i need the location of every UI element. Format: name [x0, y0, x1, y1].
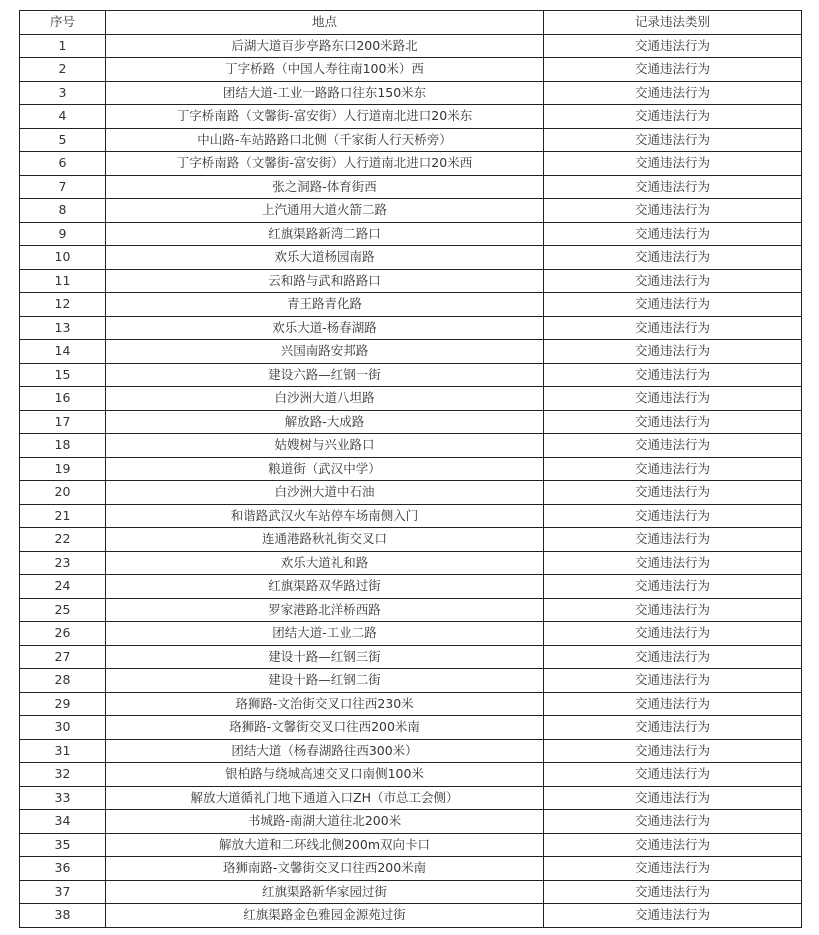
serial-number-cell: 30 — [20, 716, 106, 740]
location-cell: 云和路与武和路路口 — [106, 269, 544, 293]
violation-category-cell: 交通违法行为 — [544, 551, 802, 575]
location-cell: 红旗渠路新湾二路口 — [106, 222, 544, 246]
table-row — [20, 763, 802, 787]
table-row — [20, 316, 802, 340]
location-cell: 粮道街（武汉中学） — [106, 457, 544, 481]
serial-number-cell: 13 — [20, 316, 106, 340]
location-cell: 建设十路—红钢二街 — [106, 669, 544, 693]
serial-number-cell: 22 — [20, 528, 106, 552]
serial-number-cell: 19 — [20, 457, 106, 481]
table-body — [20, 34, 802, 927]
violation-category-cell: 交通违法行为 — [544, 692, 802, 716]
violation-category-cell: 交通违法行为 — [544, 81, 802, 105]
table-row — [20, 880, 802, 904]
violation-category-cell: 交通违法行为 — [544, 434, 802, 458]
serial-number-cell: 6 — [20, 152, 106, 176]
location-cell: 团结大道-工业二路 — [106, 622, 544, 646]
violation-category-cell: 交通违法行为 — [544, 175, 802, 199]
violation-category-cell: 交通违法行为 — [544, 622, 802, 646]
violation-category-cell: 交通违法行为 — [544, 504, 802, 528]
table-row — [20, 293, 802, 317]
violation-category-cell: 交通违法行为 — [544, 669, 802, 693]
table-row — [20, 716, 802, 740]
location-cell: 上汽通用大道火箭二路 — [106, 199, 544, 223]
serial-number-cell: 18 — [20, 434, 106, 458]
header-violation-category: 记录违法类别 — [544, 11, 802, 35]
table-row — [20, 833, 802, 857]
table-row — [20, 81, 802, 105]
serial-number-cell: 34 — [20, 810, 106, 834]
location-cell: 后湖大道百步亭路东口200米路北 — [106, 34, 544, 58]
violation-category-cell: 交通违法行为 — [544, 363, 802, 387]
serial-number-cell: 4 — [20, 105, 106, 129]
table-row — [20, 246, 802, 270]
serial-number-cell: 9 — [20, 222, 106, 246]
serial-number-cell: 27 — [20, 645, 106, 669]
violation-category-cell: 交通违法行为 — [544, 293, 802, 317]
violation-category-cell: 交通违法行为 — [544, 316, 802, 340]
location-cell: 珞狮南路-文馨街交叉口往西200米南 — [106, 857, 544, 881]
violation-category-cell: 交通违法行为 — [544, 575, 802, 599]
location-cell: 兴国南路安邦路 — [106, 340, 544, 364]
violation-category-cell: 交通违法行为 — [544, 457, 802, 481]
location-cell: 欢乐大道-杨春湖路 — [106, 316, 544, 340]
table-row — [20, 786, 802, 810]
location-cell: 解放路-大成路 — [106, 410, 544, 434]
location-cell: 白沙洲大道八坦路 — [106, 387, 544, 411]
violation-category-cell: 交通违法行为 — [544, 786, 802, 810]
table-row — [20, 904, 802, 928]
table-row — [20, 105, 802, 129]
location-cell: 建设六路—红钢一街 — [106, 363, 544, 387]
table-row — [20, 387, 802, 411]
violation-category-cell: 交通违法行为 — [544, 598, 802, 622]
violation-category-cell: 交通违法行为 — [544, 340, 802, 364]
serial-number-cell: 28 — [20, 669, 106, 693]
serial-number-cell: 5 — [20, 128, 106, 152]
violation-category-cell: 交通违法行为 — [544, 105, 802, 129]
table-row — [20, 504, 802, 528]
serial-number-cell: 8 — [20, 199, 106, 223]
table-row — [20, 481, 802, 505]
violation-category-cell: 交通违法行为 — [544, 246, 802, 270]
table-row — [20, 34, 802, 58]
table-row — [20, 199, 802, 223]
violation-category-cell: 交通违法行为 — [544, 222, 802, 246]
serial-number-cell: 26 — [20, 622, 106, 646]
table-row — [20, 363, 802, 387]
serial-number-cell: 16 — [20, 387, 106, 411]
violation-category-cell: 交通违法行为 — [544, 58, 802, 82]
location-cell: 解放大道循礼门地下通道入口ZH（市总工会侧） — [106, 786, 544, 810]
violation-category-cell: 交通违法行为 — [544, 34, 802, 58]
violation-category-cell: 交通违法行为 — [544, 645, 802, 669]
table-row — [20, 739, 802, 763]
table-row — [20, 434, 802, 458]
violation-category-cell: 交通违法行为 — [544, 763, 802, 787]
table-row — [20, 810, 802, 834]
header-row — [20, 11, 802, 35]
violation-category-cell: 交通违法行为 — [544, 904, 802, 928]
violation-category-cell: 交通违法行为 — [544, 716, 802, 740]
serial-number-cell: 17 — [20, 410, 106, 434]
violation-category-cell: 交通违法行为 — [544, 387, 802, 411]
serial-number-cell: 23 — [20, 551, 106, 575]
serial-number-cell: 2 — [20, 58, 106, 82]
serial-number-cell: 15 — [20, 363, 106, 387]
table-row — [20, 410, 802, 434]
location-cell: 白沙洲大道中石油 — [106, 481, 544, 505]
serial-number-cell: 38 — [20, 904, 106, 928]
table-row — [20, 128, 802, 152]
serial-number-cell: 35 — [20, 833, 106, 857]
location-cell: 丁字桥路（中国人寿往南100米）西 — [106, 58, 544, 82]
serial-number-cell: 7 — [20, 175, 106, 199]
location-cell: 丁字桥南路（文馨街-富安街）人行道南北进口20米东 — [106, 105, 544, 129]
location-cell: 张之洞路-体育街西 — [106, 175, 544, 199]
serial-number-cell: 20 — [20, 481, 106, 505]
table-row — [20, 622, 802, 646]
location-cell: 青王路青化路 — [106, 293, 544, 317]
serial-number-cell: 36 — [20, 857, 106, 881]
table-row — [20, 152, 802, 176]
violation-category-cell: 交通违法行为 — [544, 810, 802, 834]
table-row — [20, 269, 802, 293]
serial-number-cell: 3 — [20, 81, 106, 105]
table-row — [20, 528, 802, 552]
violation-category-cell: 交通违法行为 — [544, 481, 802, 505]
violation-category-cell: 交通违法行为 — [544, 269, 802, 293]
location-cell: 珞狮路-文馨街交叉口往西200米南 — [106, 716, 544, 740]
location-cell: 欢乐大道礼和路 — [106, 551, 544, 575]
table-row — [20, 692, 802, 716]
location-cell: 建设十路—红钢三街 — [106, 645, 544, 669]
serial-number-cell: 1 — [20, 34, 106, 58]
serial-number-cell: 25 — [20, 598, 106, 622]
table-row — [20, 645, 802, 669]
serial-number-cell: 11 — [20, 269, 106, 293]
table-row — [20, 551, 802, 575]
serial-number-cell: 14 — [20, 340, 106, 364]
violation-category-cell: 交通违法行为 — [544, 128, 802, 152]
table-row — [20, 222, 802, 246]
location-cell: 中山路-车站路路口北侧（千家街人行天桥旁） — [106, 128, 544, 152]
table-row — [20, 58, 802, 82]
serial-number-cell: 33 — [20, 786, 106, 810]
location-cell: 银柏路与绕城高速交叉口南侧100米 — [106, 763, 544, 787]
violation-category-cell: 交通违法行为 — [544, 857, 802, 881]
violation-category-cell: 交通违法行为 — [544, 880, 802, 904]
location-cell: 红旗渠路双华路过街 — [106, 575, 544, 599]
table-row — [20, 669, 802, 693]
location-cell: 解放大道和二环线北侧200m双向卡口 — [106, 833, 544, 857]
serial-number-cell: 32 — [20, 763, 106, 787]
violation-category-cell: 交通违法行为 — [544, 528, 802, 552]
location-cell: 丁字桥南路（文馨街-富安街）人行道南北进口20米西 — [106, 152, 544, 176]
table-row — [20, 457, 802, 481]
violation-category-cell: 交通违法行为 — [544, 152, 802, 176]
serial-number-cell: 21 — [20, 504, 106, 528]
location-cell: 和谐路武汉火车站停车场南侧入门 — [106, 504, 544, 528]
violation-category-cell: 交通违法行为 — [544, 833, 802, 857]
serial-number-cell: 31 — [20, 739, 106, 763]
violation-category-cell: 交通违法行为 — [544, 199, 802, 223]
table-container — [19, 10, 801, 928]
serial-number-cell: 12 — [20, 293, 106, 317]
table-row — [20, 575, 802, 599]
table-row — [20, 857, 802, 881]
violation-category-cell: 交通违法行为 — [544, 739, 802, 763]
location-cell: 珞狮路-文治街交叉口往西230米 — [106, 692, 544, 716]
table-row — [20, 175, 802, 199]
location-cell: 姑嫂树与兴业路口 — [106, 434, 544, 458]
location-cell: 团结大道-工业一路路口往东150米东 — [106, 81, 544, 105]
serial-number-cell: 37 — [20, 880, 106, 904]
serial-number-cell: 10 — [20, 246, 106, 270]
serial-number-cell: 29 — [20, 692, 106, 716]
location-cell: 书城路-南湖大道往北200米 — [106, 810, 544, 834]
header-location: 地点 — [106, 11, 544, 35]
location-cell: 欢乐大道杨园南路 — [106, 246, 544, 270]
location-cell: 红旗渠路金色雅园金源苑过街 — [106, 904, 544, 928]
table-row — [20, 340, 802, 364]
table-row — [20, 598, 802, 622]
violation-locations-table — [19, 10, 802, 928]
violation-category-cell: 交通违法行为 — [544, 410, 802, 434]
serial-number-cell: 24 — [20, 575, 106, 599]
location-cell: 团结大道（杨春湖路往西300米） — [106, 739, 544, 763]
location-cell: 红旗渠路新华家园过街 — [106, 880, 544, 904]
location-cell: 罗家港路北洋桥西路 — [106, 598, 544, 622]
header-serial-number: 序号 — [20, 11, 106, 35]
location-cell: 连通港路秋礼街交叉口 — [106, 528, 544, 552]
